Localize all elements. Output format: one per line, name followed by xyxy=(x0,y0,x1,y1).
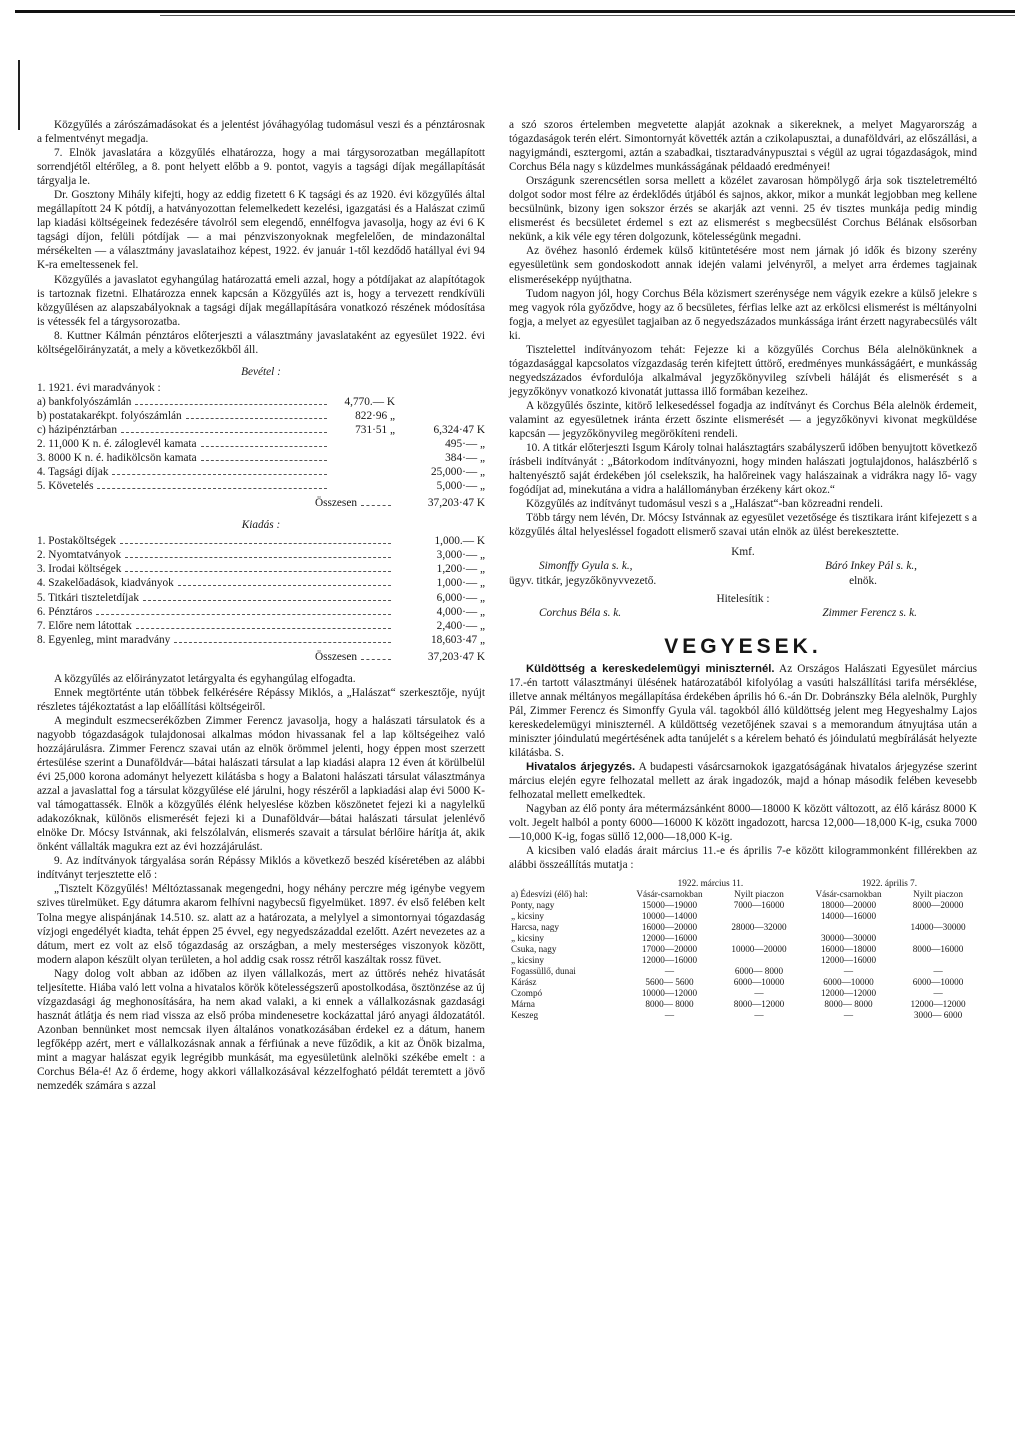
paragraph-membership-fee: Dr. Gosztony Mihály kifejti, hogy az eddig fizetett 6 K tagsági és az 1920. évi közgyűlés által megállapított 24 K pótdíj, a hatványozottan felemelkedett kezelési, igazgatási és a Halászat czimű lap kiadási költségeinek fedezésére távolról sem elegendő, ennélfogva javasolja, hogy az évi 6 K tagsági díjon, felüli pótdíjak — a mai pénzviszonyoknak megfelelően, de mindazonáltal mérsékelten — a választmány javaslataihoz képest, 1922. év január 1-től kezdődő hatállyal évi 94 K-ra emeltessenek fel. xyxy=(37,189,485,272)
expense-value: 1,000.— K xyxy=(434,535,485,548)
price-fish: Csuka, nagy xyxy=(511,944,557,955)
expense-value: 1,000·— „ xyxy=(436,577,485,590)
price-open-2: 14000—30000 xyxy=(910,922,966,933)
price-market-1: — xyxy=(664,966,675,977)
paragraph-speech: „Tisztelt Közgyűlés! Méltóztassanak megengedni, hogy néhány perczre még igénybe vegyem szives türelmüket. Egy dátumra akarom felhívni nagybecsű figyelmüket. 1897. év első felében kelt Tolna megye alispánjának 14.510. sz. alatt az a határozata, a melylyel a simontornyai tógazdaság vízjogi engedélyét kiadta, tehát éppen 25 évvel, egy negyedszázaddal ezelőtt. Azért nevezetes az a dátum, mert ez volt az első tógazdaság az országban, a mely mesterséges viszonyok között, modern alapon készült olyan területen, a hol addig csak rossz rétről kaszáltak rossz füvet. xyxy=(37,883,485,966)
leader-dots xyxy=(178,585,391,586)
expense-row xyxy=(37,562,485,576)
price-market-1: 5600— 5600 xyxy=(645,977,694,988)
expense-label: 3. Irodai költségek xyxy=(37,563,122,576)
paragraph-agenda-order: 7. Elnök javaslatára a közgyűlés elhatározza, hogy a mai tárgysorozatban megállapított sorrendjétől eltérőleg, a 8. pont helyett előbb a 9. pontot, vagyis a tagsági díjak megállapítását tárgyalja le. xyxy=(37,147,485,188)
income-total-label: Összesen xyxy=(314,497,357,510)
price-open-2: 6000—10000 xyxy=(912,977,964,988)
price-row xyxy=(509,933,979,944)
left-column xyxy=(37,118,485,1093)
leader-dots xyxy=(96,614,391,615)
budget-expense xyxy=(37,518,485,663)
paragraph-budget-intro: 8. Kuttner Kálmán pénztáros előterjeszti a választmány javaslataként az egyesület 1922. évi költségelőirányzatát, a mely a következőkből áll. xyxy=(37,329,485,356)
price-open-1: — xyxy=(754,1010,764,1021)
income-label: 3. 8000 K n. é. hadikölcsön kamata xyxy=(37,452,197,465)
price-market-2: — xyxy=(843,966,854,977)
income-value: 5,000·— „ xyxy=(436,480,485,493)
expense-value: 1,200·— „ xyxy=(436,563,485,576)
income-total-row xyxy=(37,496,485,510)
paragraph-approval: Közgyűlés a zárószámadásokat és a jelentést jóváhagyólag tudomásul veszi és a pénztárosnak a felmentvényt megadja. xyxy=(37,119,485,146)
expense-label: 1. Postaköltségek xyxy=(37,535,117,548)
top-rule xyxy=(15,10,1015,13)
price-fish: „ kicsiny xyxy=(511,933,544,944)
paragraph-wholesale: Nagyban az élő ponty ára métermázsánként 8000—18000 K között változott, az élő kárász 8000 K volt. Jegelt halból a ponty 6000—16000 K között ingadozott, harcsa 12,000—18,000 K-ig, csuka 7000—10,000 K-ig, fogas süllő 12,000—18,000 K-ig. xyxy=(509,803,977,844)
price-open-2: 12000—12000 xyxy=(910,999,966,1010)
paragraph-country-fate: Országunk szerencsétlen sorsa mellett a közélet zavarosan hömpölygő árja sok tiszteletreméltó dolgot sodor most félre az érdeklődés útjából és sajnos, akkor, mikor a munkát legjobban meg kellene becsülnünk, bizony igen sokszor érzés se akarják azt venni. 25 év tisztes munkája pedig mindig elismerést és becsületet érdemel s ezt az elismerést s megbecsülést Corchus Bélának elsősorban nekünk, a kik véle egy téren dolgozunk, kötelességünk megadni. xyxy=(509,175,977,244)
price-open-1: 28000—32000 xyxy=(731,922,787,933)
kmf: Kmf. xyxy=(731,546,755,559)
price-fish: Harcsa, nagy xyxy=(511,922,559,933)
signature-secretary: Simonffy Gyula s. k., xyxy=(539,560,633,573)
price-open-1: 10000—20000 xyxy=(731,944,787,955)
price-market-2: 6000—10000 xyxy=(823,977,874,988)
income-row xyxy=(37,465,485,479)
paragraph-modesty: Tudom nagyon jól, hogy Corchus Béla közismert szerénysége nem vágyik ezekre a külső jelekre s meg vagyok róla győződve, hogy az ő becsületes, férfias lelke azt az erkölcsi elismerést is méltányolni fogja, a melyet az egyesület tagjaiban az ő negyedszázados munkássága iránt érzett nagyrabecsülés vált ki. xyxy=(509,287,977,342)
expense-row xyxy=(37,619,485,633)
leader-dots xyxy=(136,628,391,629)
leader-dots xyxy=(120,543,391,544)
price-open-2 xyxy=(897,955,979,966)
leader-dots xyxy=(186,418,327,419)
signature-corchus: Corchus Béla s. k. xyxy=(539,606,622,619)
income-row xyxy=(37,451,485,465)
role-president: elnök. xyxy=(849,574,877,587)
paragraph-otter-motion: 10. A titkár előterjeszti Isgum Károly tolnai halásztagtárs szabályszerű időben benyujtott következő írásbeli indítványát : „Bátorkodom indítványozni, hogy minden halászati jogtulajdonos, halászbérlő s haltenyésztő saját érdekében jól cselekszik, ha halőreinek vagy halászainak a vidrákra nagy lő- vagy fogódíjat ad, minekutána a vidra a halállományban érzékeny kárt okoz.“ xyxy=(509,442,977,497)
leader-dots xyxy=(143,600,391,601)
leader-dots xyxy=(201,446,327,447)
price-market-1: 10000—12000 xyxy=(641,988,698,999)
price-market-1: — xyxy=(664,1010,675,1021)
expense-total-label: Összesen xyxy=(314,650,357,663)
price-open-2: 3000— 6000 xyxy=(913,1010,963,1021)
signature-row-1 xyxy=(509,559,977,573)
price-col-market-1: Vásár-csarnokban xyxy=(636,889,703,900)
price-open-2: 8000—16000 xyxy=(912,944,964,955)
leader-dots xyxy=(97,488,327,489)
price-open-2 xyxy=(897,933,979,944)
price-market-1: 12000—16000 xyxy=(641,933,698,944)
income-head: 1. 1921. évi maradványok : xyxy=(37,381,161,394)
expense-label: 8. Egyenleg, mint maradvány xyxy=(37,633,171,646)
income-rows xyxy=(37,395,485,493)
expense-label: 2. Nyomtatványok xyxy=(37,549,122,562)
expense-total-row xyxy=(37,650,485,664)
price-date-2: 1922. április 7. xyxy=(861,878,918,889)
price-col-kind: a) Édesvízi (élő) hal: xyxy=(511,889,588,900)
expense-label: 5. Titkári tiszteletdíjak xyxy=(37,591,139,604)
income-label: 5. Követelés xyxy=(37,480,94,493)
price-market-2 xyxy=(800,922,897,933)
paragraph-editor-report: Ennek megtörténte után többek felkérésére Répássy Miklós, a „Halászat“ szerkesztője, nyújt részletes tájékoztatást a lap előállítási költségeiről. xyxy=(37,686,485,713)
price-row xyxy=(509,900,979,911)
price-fish: Fogassüllő, dunai xyxy=(511,966,576,977)
budget-income xyxy=(37,365,485,510)
price-open-1 xyxy=(718,933,800,944)
expense-row xyxy=(37,576,485,590)
expense-title: Kiadás : xyxy=(241,519,281,532)
price-market-2: 14000—16000 xyxy=(820,911,877,922)
price-row xyxy=(509,1010,979,1021)
price-fish: „ kicsiny xyxy=(511,911,544,922)
income-value: 384·— „ xyxy=(445,452,485,465)
income-label: 2. 11,000 K n. é. záloglevél kamata xyxy=(37,438,197,451)
price-row xyxy=(509,922,979,933)
income-value-sub: 4,770.— K xyxy=(344,395,395,408)
paragraph-retail: A kicsiben való eladás árait március 11.-e és április 7-e között kilogrammonként fillérekben az alábbi összeállítás mutatja : xyxy=(509,845,977,872)
income-label: a) bankfolyószámlán xyxy=(37,395,132,408)
expense-row xyxy=(37,633,485,647)
price-col-market-2: Vásár-csarnokban xyxy=(815,889,882,900)
price-rows xyxy=(509,900,979,1021)
price-row xyxy=(509,955,979,966)
expense-rows xyxy=(37,534,485,646)
price-open-2: 8000—20000 xyxy=(912,900,964,911)
price-row xyxy=(509,966,979,977)
price-open-1: 8000—12000 xyxy=(733,999,785,1010)
signature-row-3 xyxy=(509,606,977,620)
certifiers-label: Hitelesítik : xyxy=(716,592,770,605)
price-fish: Kárász xyxy=(511,977,537,988)
price-fish: Ponty, nagy xyxy=(511,900,555,911)
price-market-2: — xyxy=(843,1010,854,1021)
price-market-2: 12000—12000 xyxy=(820,988,877,999)
heading-prices: Hivatalos árjegyzés. xyxy=(526,761,636,774)
paragraph-motions: 9. Az indítványok tárgyalása során Répássy Miklós a következő beszéd kíséretében az alábbi indítványt terjesztette elő : xyxy=(37,855,485,882)
leader-dots xyxy=(135,404,327,405)
price-row xyxy=(509,977,979,988)
income-row xyxy=(37,437,485,451)
income-value: 6,324·47 K xyxy=(433,423,485,436)
price-open-2: — xyxy=(933,988,943,999)
price-market-1: 10000—14000 xyxy=(641,911,698,922)
price-market-2: 8000— 8000 xyxy=(824,999,873,1010)
margin-mark xyxy=(18,60,20,130)
price-row xyxy=(509,999,979,1010)
income-total: 37,203·47 K xyxy=(427,497,485,510)
price-table xyxy=(509,878,979,1021)
paragraph-budget-accepted: A közgyűlés az előirányzatot letárgyalta és egyhangúlag elfogadta. xyxy=(54,672,356,685)
price-market-1: 17000—20000 xyxy=(641,944,698,955)
income-value-sub: 731·51 „ xyxy=(355,423,395,436)
expense-label: 4. Szakelőadások, kiadványok xyxy=(37,577,174,590)
leader-dots xyxy=(112,474,327,475)
income-value-sub: 822·96 „ xyxy=(355,409,395,422)
price-fish: Keszeg xyxy=(511,1010,539,1021)
paragraph-delegation: Küldöttség a kereskedelemügyi miniszternél. Az Országos Halászati Egyesület március 17.-én tartott választmányi ülésének határozatából kifolyólag a vasúti halszállítási tarifa mérséklése, illetve annak méltányos megállapítása érdekében április hó 6.-án Dr. Dobránszky Béla alelnök, Purghly Pál, Zimmer Ferencz és Simonffy Gyula vál. tagokból álló küldöttség jelent meg Hegyeshalmy Lajos kereskedelemügyi miniszternél. A küldöttség vezetőjének szavai s a memorandum átnyujtása után a miniszter jóindulatú megértésének adta tanújelét s a kérelem beható és jóindulatú megbírálását helyezte kilátásba. S. xyxy=(509,662,978,759)
paragraph-motion-thanks: Tisztelettel indítványozom tehát: Fejezze ki a közgyűlés Corchus Béla alelnökünknek a tógazdasággal kapcsolatos vízgazdaság terén kifejtett úttörő, eredményes munkásságáért, e munkásság negyedszázados évfordulója alkalmával jegyzőkönyvileg szívbeli háláját és elismerését s a jegyzőkönyv vonatkozó kivonatát juttassa illő formában kezeihez. xyxy=(509,343,977,398)
heading-delegation: Küldöttség a kereskedelemügyi miniszternél. xyxy=(526,662,775,675)
income-value: 495·— „ xyxy=(445,438,485,451)
price-market-1: 12000—16000 xyxy=(641,955,698,966)
leader-dots xyxy=(361,659,391,660)
income-row xyxy=(37,395,485,409)
price-market-2: 30000—30000 xyxy=(820,933,877,944)
leader-dots xyxy=(201,460,327,461)
expense-value: 18,603·47 „ xyxy=(431,633,485,646)
income-label: b) postatakarékpt. folyószámlán xyxy=(37,409,182,422)
paragraph-closing: Több tárgy nem lévén, Dr. Mócsy Istvánnak az egyesület vezetősége és tisztikara iránt kifejezett s a közgyűlés által helyesléssel fogadott elismerő szavai után elnök az ülést berekesztette. xyxy=(509,512,977,539)
right-column xyxy=(509,118,977,1021)
leader-dots xyxy=(125,557,391,558)
expense-value: 6,000·— „ xyxy=(436,591,485,604)
price-market-2: 18000—20000 xyxy=(820,900,877,911)
income-value: 25,000·— „ xyxy=(431,466,485,479)
expense-value: 4,000·— „ xyxy=(436,605,485,618)
price-fish: „ kicsiny xyxy=(511,955,544,966)
price-open-2: — xyxy=(933,966,943,977)
expense-total: 37,203·47 K xyxy=(427,650,485,663)
price-fish: Czompó xyxy=(511,988,543,999)
paragraph-donations: A megindult eszmecserékőzben Zimmer Ferencz javasolja, hogy a halászati társulatok és a nagyobb tógazdaságok tulajdonosai alkalmas módon hivassanak fel a lap költségeihez való hozzájárulásra. Zimmer Ferencz szavai után az elnök örömmel jelenti, hogy éppen most szerzett értesülése szerint a Dunaföldvár—bátai halászati társulat a lap kiadási alapra 12 éven át körülbelül évi 25,000 korona adományt helyezett kilátásba s hogy a Balatoni halászati társulat választmánya azzal a javaslattal fog a társulat közgyűlése elé járulni, hogy részéről a lapkiadási alap évi 5000 K-val támogattassék. Elnök a közgyűlés élénk helyeslése közben köszönetet fejezi ki a nagylelkű adakozóknak, különös elismerését fejezi ki a Dunaföldvár—bátai halászati társulat jelenlévő elnöke Dr. Mócsy Istvánnak, aki felszólalván, elismerés szavait a társulat bérlőire hárítja át, akik önként vállalták magukra ezt az évi hozzájárulást. xyxy=(37,714,485,854)
leader-dots xyxy=(121,432,327,433)
paragraph-fee-resolution: Közgyűlés a javaslatot egyhangúlag határozattá emeli azzal, hogy a pótdíjakat az alapítótagok is tartoznak fizetni. Elhatározza ennek kapcsán a Közgyűlés azt is, hogy a tervezett rendkívüli közgyűlésen az alapszabályoknak a tagsági díjak megállapítására vonatkozó részének módosítása is vétessék fel a tárgysorozatba. xyxy=(37,273,485,328)
expense-row xyxy=(37,605,485,619)
expense-row xyxy=(37,548,485,562)
price-open-2 xyxy=(897,911,979,922)
expense-row xyxy=(37,534,485,548)
paragraph-speech-cont: Nagy dolog volt abban az időben az ilyen vállalkozás, mert az úttörés nehéz hivatását teljesítette. Hiába való lett volna a hivatalos körök kötelességszerű apostolkodása, ösztönzése az új vízgazdasági ág meghonosítására, ha nem akad valaki, a ki ennek a vállalkozásnak gazdasági hasznát átlátja és nem riad vissza az első próba mindenesetre kockázattal járó anyagi áldozatától. Azonban bennünket most nemcsak ilyen általános vonatkozásában érdekel ez a dátum, hanem legfőképp azért, mert e vállalkozásnak annak a férfiúnak a neve fűződik, a kit az Önök bizalma, mint a magyar halászat egyik legrégibb munkását, ma egyesületünk alelnöki székébe emelt : a Corchus Béla-é! Az ő érdeme, hogy akkori vállalkozásával kézzelfogható példát teremtett a jövő nemzedék számára s azzal xyxy=(37,967,485,1093)
paragraph-prices: Hivatalos árjegyzés. A budapesti vásárcsarnokok igazgatóságának hivatalos árjegyzése szerint március elején egyre felhozatal mellett az árak ingadozók, majd a hónap második felében kevesebb felhozatal mellett emelkedtek. xyxy=(509,761,977,802)
leader-dots xyxy=(361,505,391,506)
price-col-open-1: Nyilt piaczon xyxy=(734,889,784,900)
price-row xyxy=(509,988,979,999)
paragraph-publish: Közgyűlés az indítványt tudomásul veszi s a „Halászat“-ban közreadni rendeli. xyxy=(526,498,883,511)
income-row xyxy=(37,409,485,423)
income-title: Bevétel : xyxy=(241,365,281,378)
leader-dots xyxy=(125,571,391,572)
top-rule-thin xyxy=(160,15,1015,16)
signature-zimmer: Zimmer Ferencz s. k. xyxy=(822,606,917,619)
price-market-1: 15000—19000 xyxy=(641,900,698,911)
expense-label: 6. Pénztáros xyxy=(37,605,93,618)
role-secretary: ügyv. titkár, jegyzőkönyvvezető. xyxy=(509,574,657,587)
price-open-1 xyxy=(718,911,800,922)
price-open-1: 7000—16000 xyxy=(733,900,785,911)
price-market-2: 12000—16000 xyxy=(820,955,877,966)
expense-value: 2,400·— „ xyxy=(436,619,485,632)
leader-dots xyxy=(174,642,391,643)
paragraph-honours: Az övéhez hasonló érdemek külső kitüntetésére most nem járnak jó idők és bizony szerény egyesületünk sem gondoskodott annak idején valami jelvényről, a melyet arra érdemes tagjainak elismeréseképp nyújthatna. xyxy=(509,245,977,286)
income-label: c) házipénztárban xyxy=(37,423,117,436)
signature-row-2 xyxy=(509,574,977,588)
price-fish: Márna xyxy=(511,999,535,1010)
price-col-open-2: Nyilt piaczon xyxy=(913,889,963,900)
price-open-1: — xyxy=(754,988,764,999)
price-row xyxy=(509,911,979,922)
section-title-vegyesek: VEGYESEK. xyxy=(664,634,822,658)
expense-label: 7. Előre nem látottak xyxy=(37,619,132,632)
price-open-1: 6000— 8000 xyxy=(734,966,784,977)
paragraph-acclaim: A közgyűlés őszinte, kitörő lelkesedéssel fogadja az indítványt és Corchus Béla alelnök érdemeit, valamint az egyesületnek iránta érzett őszinte elismerését — a jegyzőkönyvi kivonat megküldése kapcsán — jegyzőkönyvileg megörökíteni rendeli. xyxy=(509,399,977,441)
income-row xyxy=(37,479,485,493)
price-market-2: 16000—18000 xyxy=(820,944,877,955)
price-open-1 xyxy=(718,955,800,966)
expense-value: 3,000·— „ xyxy=(436,549,485,562)
price-market-1: 8000— 8000 xyxy=(645,999,694,1010)
price-market-1: 16000—20000 xyxy=(641,922,698,933)
expense-row xyxy=(37,591,485,605)
price-row xyxy=(509,944,979,955)
income-row xyxy=(37,423,485,437)
paragraph-speech-end: a szó szoros értelemben megvetette alapját azoknak a sikereknek, a melyet Magyarország a tógazdaságok terén elért. Simontornyát követték aztán a czikolapusztai, a dunaföldvári, az előszállási, a nagyigmándi, esztergomi, aztán a szabadkai, tisztaradványpusztai s végül az ugrai tógazdaságok, mind Corchus Béla nagy s küzdelmes munkásságának példaadó eredményei! xyxy=(509,119,978,174)
income-label: 4. Tagsági díjak xyxy=(37,466,109,479)
price-open-1: 6000—10000 xyxy=(733,977,785,988)
price-date-1: 1922. március 11. xyxy=(677,878,744,889)
signature-president: Báró Inkey Pál s. k., xyxy=(825,560,917,573)
